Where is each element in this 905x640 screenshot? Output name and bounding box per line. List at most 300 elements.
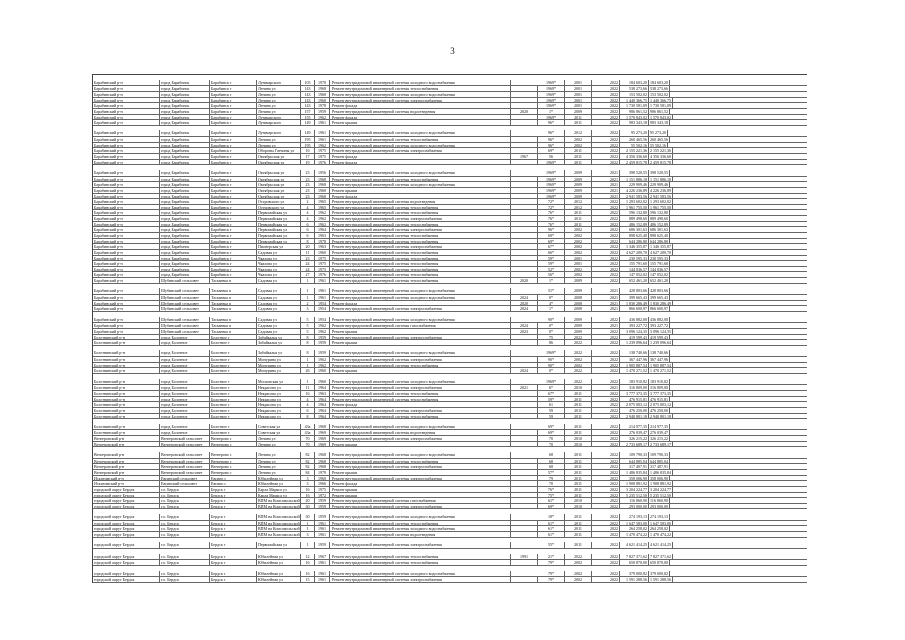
table-cell: Некрасова ул	[257, 391, 301, 396]
table-cell: 1969*	[538, 177, 565, 182]
table-cell: Ремонт внутридомовой инженерной системы холодного водоснабжения	[330, 514, 511, 520]
table-cell: 2022	[592, 571, 620, 577]
table-cell: Карла Маркса ул	[257, 493, 301, 498]
table-cell: 2002	[565, 250, 592, 255]
table-cell: Первомайская ул	[257, 222, 301, 227]
table-cell: 2001	[565, 256, 592, 261]
table-cell: 61*	[538, 532, 565, 537]
table-cell: 2001	[565, 261, 592, 266]
table-cell: 2011	[565, 459, 592, 464]
table-cell	[511, 210, 538, 215]
table-cell: Барабинский р-н	[93, 80, 160, 86]
table-cell: 2022	[592, 459, 620, 464]
table-cell: 260 465,56	[620, 137, 649, 142]
table-cell: 2022	[592, 424, 620, 430]
table-cell: Барабинск г	[210, 239, 257, 244]
table-cell: город Барабинск	[160, 120, 210, 125]
table-cell: 652 461,20	[650, 278, 668, 283]
table-cell: Венгеровский сельсовет	[160, 442, 210, 447]
table-cell: 4 621 414,25	[620, 542, 649, 548]
table-cell: Болотнинский р-н	[93, 340, 160, 345]
table-cell: Ремонт внутридомовой инженерной системы теплоснабжения	[330, 205, 511, 210]
table-cell: 70	[538, 481, 565, 486]
table-cell: Ремонт внутридомовой инженерной системы электроснабжения	[330, 542, 511, 548]
table-cell: г.о. Бердск	[160, 526, 210, 531]
table-cell: 84	[301, 470, 315, 475]
table-cell: Ремонт крыши	[330, 188, 511, 193]
table-cell: Ремонт крыши	[330, 368, 511, 373]
table-cell: 230 595,33	[650, 255, 668, 261]
table-cell: 2002	[565, 560, 592, 565]
table-cell: 90*	[538, 317, 565, 323]
table-cell: 1963	[315, 244, 330, 249]
table-cell: 1965	[315, 199, 330, 204]
table-cell: Барабинск г	[210, 182, 257, 187]
table-cell: 1	[301, 521, 315, 526]
table-cell: Шубинский сельсовет	[160, 329, 210, 334]
table-cell: г.о. Бердск	[160, 532, 210, 537]
table-cell: 76*	[538, 222, 565, 227]
table-cell	[511, 493, 538, 498]
table-cell: 2002	[565, 363, 592, 368]
table-cell: Барабинский р-н	[93, 103, 160, 108]
table-cell: 12	[301, 554, 315, 560]
table-cell: 1 830 286,49	[650, 300, 671, 306]
table-cell: Таскаевка п	[210, 288, 257, 294]
table-cell: Барабинск г	[210, 177, 257, 182]
table-cell: 1 647 583,00	[620, 521, 649, 526]
table-cell: Барабинский р-н	[93, 98, 160, 103]
table-cell: 1975	[315, 148, 330, 153]
table-cell: 1969*	[538, 188, 565, 193]
table-cell: 76*	[538, 487, 565, 492]
table-cell: Октябрьская ул	[257, 182, 301, 187]
table-cell: Болотное г	[210, 385, 257, 390]
table-cell: 2 459 815,78	[620, 160, 649, 165]
table-cell: 436 882,00	[620, 317, 649, 323]
table-cell: 2024	[511, 323, 538, 328]
table-cell: 70	[301, 442, 315, 447]
table-cell: Советская ул	[257, 424, 301, 430]
table-cell: Болотнинский р-н	[93, 385, 160, 390]
table-cell: 2022	[592, 340, 620, 345]
table-cell: Ленина ул	[257, 436, 301, 441]
table-cell: 1959	[315, 350, 330, 356]
table-cell	[511, 188, 538, 193]
table-cell	[511, 470, 538, 475]
table-cell: 3 096 124,35	[620, 329, 649, 334]
table-cell	[511, 560, 538, 565]
table-cell: 70	[538, 436, 565, 441]
table-cell: Юбилейная ул	[257, 476, 301, 481]
table-cell: 889 498,60	[620, 216, 649, 221]
table-cell: 1960	[315, 250, 330, 255]
table-cell: 2010	[565, 385, 592, 390]
table-cell: 0*	[538, 295, 565, 300]
table-cell: 2010	[565, 498, 592, 503]
table-cell: 2001	[565, 98, 592, 103]
table-cell: 2021	[592, 177, 620, 182]
table-cell: 1966	[315, 481, 330, 486]
table-cell: 1 293 602,02	[650, 199, 671, 204]
table-cell: 2011	[565, 514, 592, 520]
table-cell: 229 909,46	[650, 182, 668, 187]
table-cell: Барабинск г	[210, 115, 257, 120]
table-cell: 4	[301, 216, 315, 221]
table-cell: Барабинск г	[210, 188, 257, 193]
table-cell: 17	[301, 154, 315, 159]
table-cell: 2021	[511, 385, 538, 390]
table-cell: 2011	[565, 464, 592, 469]
table-cell: 2022	[592, 335, 620, 340]
table-row	[93, 346, 807, 357]
table-cell: Некрасова ул	[257, 408, 301, 413]
table-cell: Ремонт крыши	[330, 340, 511, 345]
table-cell: 55 502,16	[650, 142, 666, 148]
table-cell: Барабинск г	[210, 154, 257, 159]
table-cell: Венгеровский р-н	[93, 459, 160, 464]
table-cell: Венгеровский сельсовет	[160, 470, 210, 475]
table-cell: 2002	[565, 577, 592, 582]
table-cell	[511, 194, 538, 199]
table-cell: 56*	[538, 272, 565, 277]
table-cell: 75	[538, 335, 565, 340]
table-cell: 82	[301, 459, 315, 464]
table-cell: Ремонт внутридомовой инженерной системы электроснабжения	[330, 408, 511, 413]
table-cell: 2022	[592, 278, 620, 283]
table-cell: 2022	[592, 261, 620, 266]
table-cell: ВПМ на Комсомольской	[258, 520, 300, 526]
table-row	[93, 374, 807, 385]
table-cell: 1962	[315, 210, 330, 215]
table-cell: 155	[301, 115, 315, 120]
table-cell: 72*	[538, 205, 565, 210]
table-cell: 2009	[565, 329, 592, 334]
table-cell: Ремонт фасада	[330, 103, 511, 108]
table-cell: Ремонт внутридомовой инженерной системы теплоснабжения	[330, 250, 511, 255]
table-cell: Ремонт внутридомовой инженерной системы теплоснабжения	[330, 414, 511, 419]
table-cell: 2022	[565, 368, 592, 373]
table-cell: Карла Маркса ул	[257, 487, 301, 492]
table-cell: 1 905 887,54	[650, 362, 671, 368]
table-cell: городской округ Бердск	[93, 542, 160, 548]
table-cell: Ремонт внутридомовой инженерной системы холодного водоснабжения	[330, 424, 511, 430]
table-cell: 1 905 887,54	[620, 363, 649, 368]
table-cell: 2022	[592, 92, 620, 97]
table-cell: 2022	[592, 532, 620, 537]
table-cell: 1964	[315, 414, 330, 419]
table-cell	[511, 357, 538, 362]
table-cell: 76*	[538, 216, 565, 221]
table-cell: 2022	[592, 514, 620, 520]
table-cell: 264 258,02	[650, 526, 668, 532]
table-cell: Ремонт фасада	[330, 115, 511, 120]
table-cell: Барабинский р-н	[93, 143, 160, 148]
table-cell: г.о. Бердск	[160, 487, 210, 492]
table-cell: 1961	[315, 130, 330, 136]
table-cell: 138 740,66	[620, 350, 649, 356]
table-cell: Барабинский р-н	[93, 120, 160, 125]
table-cell: 61*	[538, 521, 565, 526]
table-cell: Барабинск г	[210, 222, 257, 227]
table-cell: Болотнинский р-н	[93, 397, 160, 402]
table-cell: Барабинск г	[210, 148, 257, 153]
table-cell	[511, 414, 538, 419]
table-cell: 986 861,52	[650, 108, 668, 114]
table-cell: Барабинск г	[210, 233, 257, 238]
table-cell: 2 940 801,18	[620, 414, 649, 419]
table-cell: 59	[538, 414, 565, 419]
table-cell: 79*	[538, 571, 565, 577]
table-cell: 79	[538, 476, 565, 481]
table-cell: г.о. Бердск	[160, 571, 210, 577]
table-cell: город Болотное	[160, 397, 210, 402]
table-cell: 2002	[565, 239, 592, 244]
table-cell: Барабинск г	[210, 160, 257, 165]
table-cell: 2022	[565, 379, 592, 385]
table-cell: Барабинский р-н	[93, 233, 160, 238]
table-cell: Ремонт внутридомовой инженерной системы теплоснабжения	[330, 210, 511, 215]
table-cell: 1	[301, 363, 315, 368]
table-cell: 2002	[565, 137, 592, 142]
table-cell: 486 152,89	[620, 222, 649, 227]
table-cell: Болотное г	[210, 379, 257, 385]
table-cell: 2011	[565, 160, 592, 165]
table-cell: Октябрьская ул	[257, 160, 301, 165]
table-cell: 3	[301, 306, 315, 311]
table-cell: 2022	[592, 357, 620, 362]
table-cell	[511, 402, 538, 407]
table-cell: Ремонт внутридомовой инженерной системы холодного водоснабжения	[330, 317, 511, 323]
table-cell: 652 461,20	[620, 278, 649, 283]
table-cell: Болотное г	[210, 414, 257, 419]
table-cell: 55 502,16	[620, 143, 649, 148]
table-cell: 24	[301, 261, 315, 266]
table-cell: 6	[301, 408, 315, 413]
table-cell: Обороны Гатчины ул	[257, 148, 301, 153]
table-cell	[511, 442, 538, 447]
table-cell: Ремонт внутридомовой инженерной системы холодного водоснабжения	[330, 130, 511, 136]
table-cell	[511, 137, 538, 142]
table-cell: 1960	[315, 476, 330, 481]
table-cell: 2021	[592, 295, 620, 300]
table-cell: Барабинск г	[210, 170, 257, 176]
table-cell: 82	[301, 452, 315, 458]
table-cell: Таскаевка п	[210, 317, 257, 323]
table-cell: Некрасова ул	[257, 402, 301, 407]
table-cell: Венгеровский р-н	[93, 470, 160, 475]
table-cell: 2022	[592, 493, 620, 498]
table-cell: 2011	[565, 414, 592, 419]
table-cell: 1976	[315, 160, 330, 165]
table-cell: город Барабинск	[160, 170, 210, 176]
table-cell: 2021	[592, 301, 620, 306]
table-cell: 90*	[538, 363, 565, 368]
table-cell: Чкалова ул	[257, 272, 301, 277]
table-cell: 2022	[592, 560, 620, 565]
table-cell: Ремонт внутридомовой инженерной системы холодного водоснабжения	[330, 92, 511, 97]
table-cell: Ремонт внутридомовой инженерной системы теплоснабжения	[330, 267, 511, 272]
table-cell: 4	[301, 397, 315, 402]
table-cell: Ленина ул	[257, 143, 301, 148]
table-cell: Ремонт внутридомовой инженерной системы холодного водоснабжения	[330, 379, 511, 385]
table-cell: Барабинск г	[210, 120, 257, 125]
table-cell: г.о. Бердск	[160, 493, 210, 498]
table-cell: Первомайская ул	[257, 210, 301, 215]
table-cell: 23	[301, 177, 315, 182]
table-cell: город Болотное	[160, 379, 210, 385]
table-cell: 2021	[592, 306, 620, 311]
table-cell: Московская ул	[257, 379, 301, 385]
table-cell: 1963	[315, 233, 330, 238]
table-cell: 644 885,04	[620, 459, 649, 464]
table-cell: Барабинский р-н	[93, 194, 160, 199]
table-cell: Барабинский р-н	[93, 306, 160, 311]
table-cell: 43a	[301, 430, 315, 435]
table-cell: 23	[301, 194, 315, 199]
table-cell: Болотное г	[210, 391, 257, 396]
table-cell: 2021	[592, 323, 620, 328]
table-cell: 2010	[565, 442, 592, 447]
table-cell: Пионерская ул	[257, 244, 301, 249]
table-cell: Барабинск г	[210, 216, 257, 221]
table-cell: Ремонт внутридомовой инженерной системы электроснабжения	[330, 436, 511, 441]
table-cell: 274 193,13	[650, 514, 668, 520]
table-cell: 2009	[565, 182, 592, 187]
table-cell: Садовая ул	[257, 306, 301, 311]
table-cell: 1963	[315, 391, 330, 396]
table-cell: Болотное г	[210, 350, 257, 356]
table-cell: 1962	[315, 115, 330, 120]
table-cell: 2011	[565, 542, 592, 548]
table-cell: 2009	[565, 323, 592, 328]
table-cell: Ремонт внутридомовой инженерной системы электроснабжения	[330, 577, 511, 582]
table-cell: 1969*	[538, 103, 565, 108]
table-cell: город Болотное	[160, 363, 210, 368]
table-cell: 2011	[565, 222, 592, 227]
table-cell: 2022	[592, 256, 620, 261]
table-cell: 4 226 236,89	[650, 187, 671, 193]
table-cell: Барабинск г	[210, 267, 257, 272]
table-cell: 1961	[315, 137, 330, 142]
table-cell: 59	[538, 408, 565, 413]
table-cell: Барабинский р-н	[93, 130, 160, 136]
table-cell: 1962	[315, 357, 330, 362]
table-cell: 2022	[592, 436, 620, 441]
table-cell: 2022	[592, 379, 620, 385]
table-cell: г.о. Бердск	[160, 504, 210, 509]
table-cell: город Болотное	[160, 357, 210, 362]
table-cell: 1961	[315, 571, 330, 577]
table-cell: 898 625,40	[650, 232, 668, 238]
table-cell: 476 915,81	[620, 397, 649, 402]
table-cell: 1 470 271,52	[620, 368, 649, 373]
table-cell: Барабинский р-н	[93, 239, 160, 244]
table-cell	[511, 521, 538, 526]
table-cell: 1965	[315, 205, 330, 210]
table-cell: Барабинский р-н	[93, 295, 160, 300]
table-cell: Шубинский сельсовет	[160, 323, 210, 328]
table-cell: 476 915,81	[650, 396, 668, 402]
table-cell: Евсино с	[210, 481, 257, 486]
table-cell: 3	[301, 532, 315, 537]
table-cell: 69*	[538, 233, 565, 238]
table-cell: 2022	[592, 363, 620, 368]
table-cell: 24	[301, 267, 315, 272]
table-cell: 1964	[315, 397, 330, 402]
table-cell: 2 941 583,56	[650, 193, 671, 199]
table-cell: 1960	[315, 368, 330, 373]
table-cell: 399 665,43	[620, 295, 649, 300]
table-cell: 2022	[592, 98, 620, 103]
table-cell: городской округ Бердск	[93, 521, 160, 526]
table-cell: Барабинский р-н	[93, 137, 160, 142]
table-cell	[511, 205, 538, 210]
table-cell: Бердск г	[210, 532, 257, 537]
table-cell: Барабинск г	[210, 250, 257, 255]
table-cell: 1969*	[538, 379, 565, 385]
table-cell: Садовая ул	[257, 295, 301, 300]
table-cell: 1972	[315, 493, 330, 498]
table-cell: Бердск г	[210, 577, 257, 582]
table-cell: 2002	[565, 233, 592, 238]
table-cell: 1968	[315, 464, 330, 469]
table-cell: 2009	[565, 188, 592, 193]
table-cell: 1978	[315, 239, 330, 244]
table-cell: 96*	[538, 130, 565, 136]
table-cell: 7 827 371,62	[620, 554, 649, 560]
table-cell: 2002	[565, 571, 592, 577]
table-cell: 2022	[592, 148, 620, 153]
repair-schedule-table	[92, 74, 807, 583]
table-cell: Ремонт внутридомовой инженерной системы водоотведения	[330, 532, 511, 537]
table-cell: Барабинск г	[210, 272, 257, 277]
table-cell: 2011	[565, 532, 592, 537]
table-cell: 11	[301, 250, 315, 255]
table-cell: 2022	[592, 526, 620, 531]
table-cell: 116 860,90	[620, 498, 649, 503]
table-cell: Венгеровский сельсовет	[160, 459, 210, 464]
table-cell: Садовая ул	[257, 250, 301, 255]
table-cell: 2022	[592, 199, 620, 204]
table-cell: Барабинский р-н	[93, 288, 160, 294]
table-cell: Бердск г	[210, 554, 257, 560]
table-cell: 4 627 200,70	[620, 250, 649, 255]
table-cell: Мичурина ул	[257, 368, 301, 373]
table-cell: 2009	[565, 288, 592, 294]
table-cell: 3 777 373,35	[650, 390, 671, 396]
table-cell: 1 440 366,75	[620, 98, 649, 103]
table-cell: 1 908 881,92	[620, 481, 649, 486]
table-cell: 2 075 003,12	[650, 402, 671, 407]
table-cell: 1 591 288,56	[650, 577, 671, 582]
table-cell: 2022	[592, 109, 620, 114]
table-cell: Ремонт внутридомовой инженерной системы теплоснабжения	[330, 233, 511, 238]
table-cell: 144 036,57	[650, 266, 668, 272]
table-cell: 21*	[538, 554, 565, 560]
table-cell: 1968	[315, 86, 330, 91]
table-cell: 1975	[315, 154, 330, 159]
table-cell: 2022	[565, 335, 592, 340]
table-cell: 143	[301, 103, 315, 108]
table-cell: Луначарского	[257, 130, 301, 136]
table-cell	[511, 177, 538, 182]
table-cell: 1968	[315, 92, 330, 97]
table-cell: Барабинск г	[210, 137, 257, 142]
table-cell: 1954	[315, 301, 330, 306]
table-cell: 11	[301, 385, 315, 390]
table-cell: 2011	[565, 210, 592, 215]
